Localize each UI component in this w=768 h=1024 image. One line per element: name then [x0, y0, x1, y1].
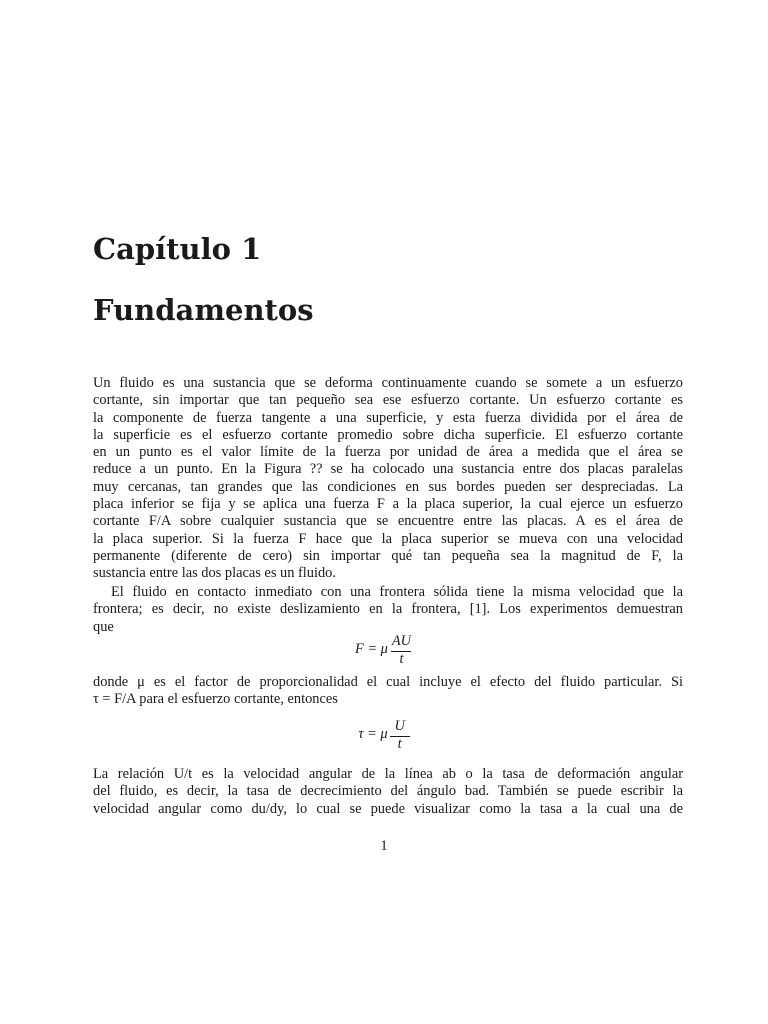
text-line: la componente de fuerza tangente a una superficie, y esta fuerza dividida por el área de [93, 409, 683, 426]
page-number: 1 [380, 838, 388, 854]
equation-denominator: t [390, 736, 410, 751]
text-line: Un fluido es una sustancia que se deforma continuamente cuando se somete a un esfuerzo [93, 375, 683, 391]
text-line: cortante, sin importar que tan pequeño sea ese esfuerzo cortante. Un esfuerzo cortante es [93, 392, 683, 409]
equation-numerator: U [394, 718, 405, 734]
equation-lhs: τ = μ [358, 726, 388, 742]
equation-fraction [390, 633, 413, 666]
chapter-label: Capítulo 1 [93, 232, 262, 266]
text-line: la superficie es el esfuerzo cortante promedio sobre dicha superficie. El esfuerzo cortante [93, 426, 683, 443]
equation-numerator: AU [391, 633, 412, 649]
chapter-title: Fundamentos [93, 293, 314, 327]
equation-lhs: F = μ [354, 641, 388, 657]
text-line: τ = F/A para el esfuerzo cortante, entonces [93, 691, 338, 708]
text-line: frontera; es decir, no existe deslizamiento en la frontera, [1]. Los experimentos demuestran [93, 601, 683, 618]
equation-fraction [390, 718, 410, 751]
text-line: del fluido, es decir, la tasa de decrecimiento del ángulo bad. También se puede escribir la [93, 783, 683, 800]
text-line: El fluido en contacto inmediato con una frontera sólida tiene la misma velocidad que la [111, 584, 683, 600]
text-line: en un punto es el valor límite de la fuerza por unidad de área a medida que el área se [93, 444, 683, 461]
text-line: sustancia entre las dos placas es un fluido. [93, 565, 336, 582]
text-line: permanente (diferente de cero) sin importar qué tan pequeña sea la magnitud de F, la [93, 547, 683, 564]
text-line: cortante F/A sobre cualquier sustancia que se encuentre entre las placas. A es el área de [93, 513, 683, 530]
text-line: donde μ es el factor de proporcionalidad el cual incluye el efecto del fluido particular. Si [93, 674, 683, 690]
paragraph-angular-velocity [93, 766, 683, 818]
equation-force [0, 633, 768, 666]
text-line: que [93, 618, 114, 635]
text-line: la placa superior. Si la fuerza F hace que la placa superior se mueva con una velocidad [93, 530, 683, 547]
text-line: reduce a un punto. En la Figura ?? se ha colocado una sustancia entre dos placas paralelas [93, 461, 683, 478]
equation-denominator: t [391, 651, 411, 666]
text-line: placa inferior se fija y se aplica una fuerza F a la placa superior, la cual ejerce un esfuerzo [93, 496, 683, 513]
text-line: La relación U/t es la velocidad angular de la línea ab o la tasa de deformación angular [93, 766, 683, 782]
equation-shear-stress [0, 718, 768, 751]
text-line: velocidad angular como du/dy, lo cual se puede visualizar como la tasa a la cual una de [93, 800, 683, 817]
text-line: muy cercanas, tan grandes que las condiciones en sus bordes pueden ser despreciadas. La [93, 478, 683, 495]
paragraph-no-slip [93, 584, 683, 636]
paragraph-definition-fluid [93, 375, 683, 583]
paragraph-proportionality [93, 674, 683, 709]
